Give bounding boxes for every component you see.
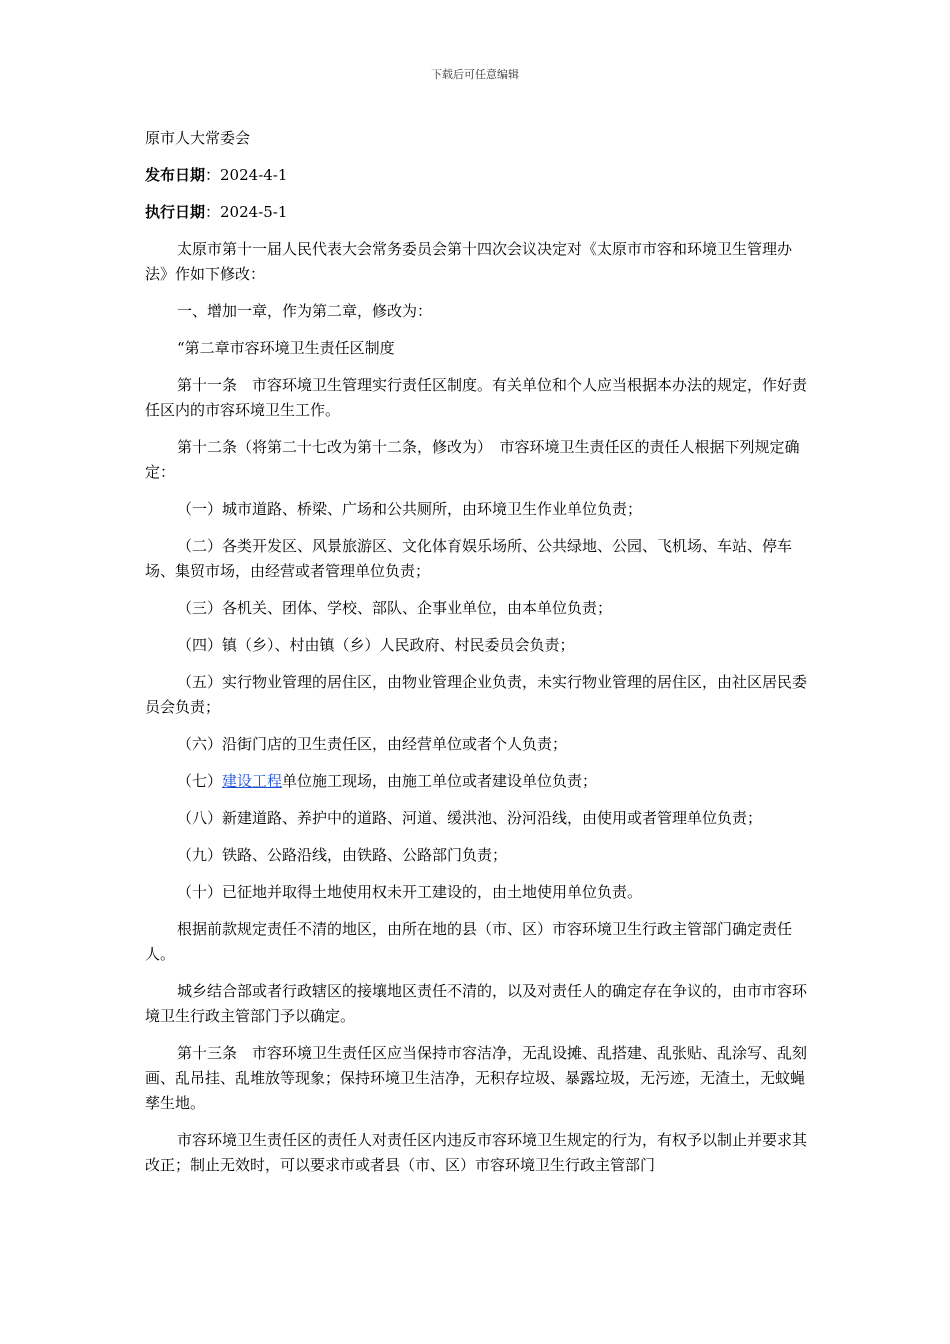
list-item: （六）沿街门店的卫生责任区，由经营单位或者个人负责； xyxy=(177,735,568,753)
paragraph: 城乡结合部或者行政辖区的接壤地区责任不清的，以及对责任人的确定存在争议的，由市市容环境卫生行政主管部门予以确定。 xyxy=(145,982,808,1025)
article-12: 第十二条（将第二十七改为第十二条，修改为） 市容环境卫生责任区的责任人根据下列规定确定： xyxy=(145,438,800,481)
paragraph: 一、增加一章，作为第二章，修改为： xyxy=(177,302,433,320)
list-item: （四）镇（乡）、村由镇（乡）人民政府、村民委员会负责； xyxy=(177,636,575,654)
paragraph: 市容环境卫生责任区的责任人对责任区内违反市容环境卫生规定的行为，有权予以制止并要求其改正；制止无效时，可以要求市或者县（市、区）市容环境卫生行政主管部门 xyxy=(145,1131,808,1174)
list-item: （一）城市道路、桥梁、广场和公共厕所，由环境卫生作业单位负责； xyxy=(177,500,643,518)
execute-date-line xyxy=(145,200,807,225)
list-item: （三）各机关、团体、学校、部队、企事业单位，由本单位负责； xyxy=(177,599,613,617)
item7-suffix: 单位施工现场，由施工单位或者建设单位负责； xyxy=(282,772,598,790)
execute-date-label: 执行日期 xyxy=(145,203,206,221)
document-body xyxy=(145,126,807,1190)
article-11: 第十一条 市容环境卫生管理实行责任区制度。有关单位和个人应当根据本办法的规定，作好责任区内的市容环境卫生工作。 xyxy=(145,376,808,419)
publish-date-label: 发布日期 xyxy=(145,166,206,184)
construction-link[interactable]: 建设工程 xyxy=(222,772,283,790)
article-13: 第十三条 市容环境卫生责任区应当保持市容洁净，无乱设摊、乱搭建、乱张贴、乱涂写、乱刻画、乱吊挂、乱堆放等现象；保持环境卫生洁净，无积存垃圾、暴露垃圾，无污迹，无渣土，无蚊蝇孳生地。 xyxy=(145,1044,808,1112)
list-item: （九）铁路、公路沿线，由铁路、公路部门负责； xyxy=(177,846,508,864)
page-header: 下载后可任意编辑 xyxy=(431,68,519,81)
list-item xyxy=(145,769,807,794)
list-item: （五）实行物业管理的居住区，由物业管理企业负责，未实行物业管理的居住区，由社区居民委员会负责； xyxy=(145,673,808,716)
paragraph: 太原市第十一届人民代表大会常务委员会第十四次会议决定对《太原市市容和环境卫生管理办法》作如下修改： xyxy=(145,240,793,283)
paragraph: 根据前款规定责任不清的地区，由所在地的县（市、区）市容环境卫生行政主管部门确定责任人。 xyxy=(145,920,793,963)
issuing-org: 原市人大常委会 xyxy=(145,129,251,147)
publish-date-value: ：2024-4-1 xyxy=(205,166,288,184)
item7-prefix: （七） xyxy=(177,772,223,790)
chapter-heading: “第二章市容环境卫生责任区制度 xyxy=(177,339,395,357)
list-item: （二）各类开发区、风景旅游区、文化体育娱乐场所、公共绿地、公园、飞机场、车站、停车场、集贸市场，由经营或者管理单位负责； xyxy=(145,537,793,580)
list-item: （八）新建道路、养护中的道路、河道、缓洪池、汾河沿线，由使用或者管理单位负责； xyxy=(177,809,763,827)
publish-date-line xyxy=(145,163,807,188)
execute-date-value: ：2024-5-1 xyxy=(205,203,288,221)
list-item: （十）已征地并取得土地使用权未开工建设的，由土地使用单位负责。 xyxy=(177,883,643,901)
